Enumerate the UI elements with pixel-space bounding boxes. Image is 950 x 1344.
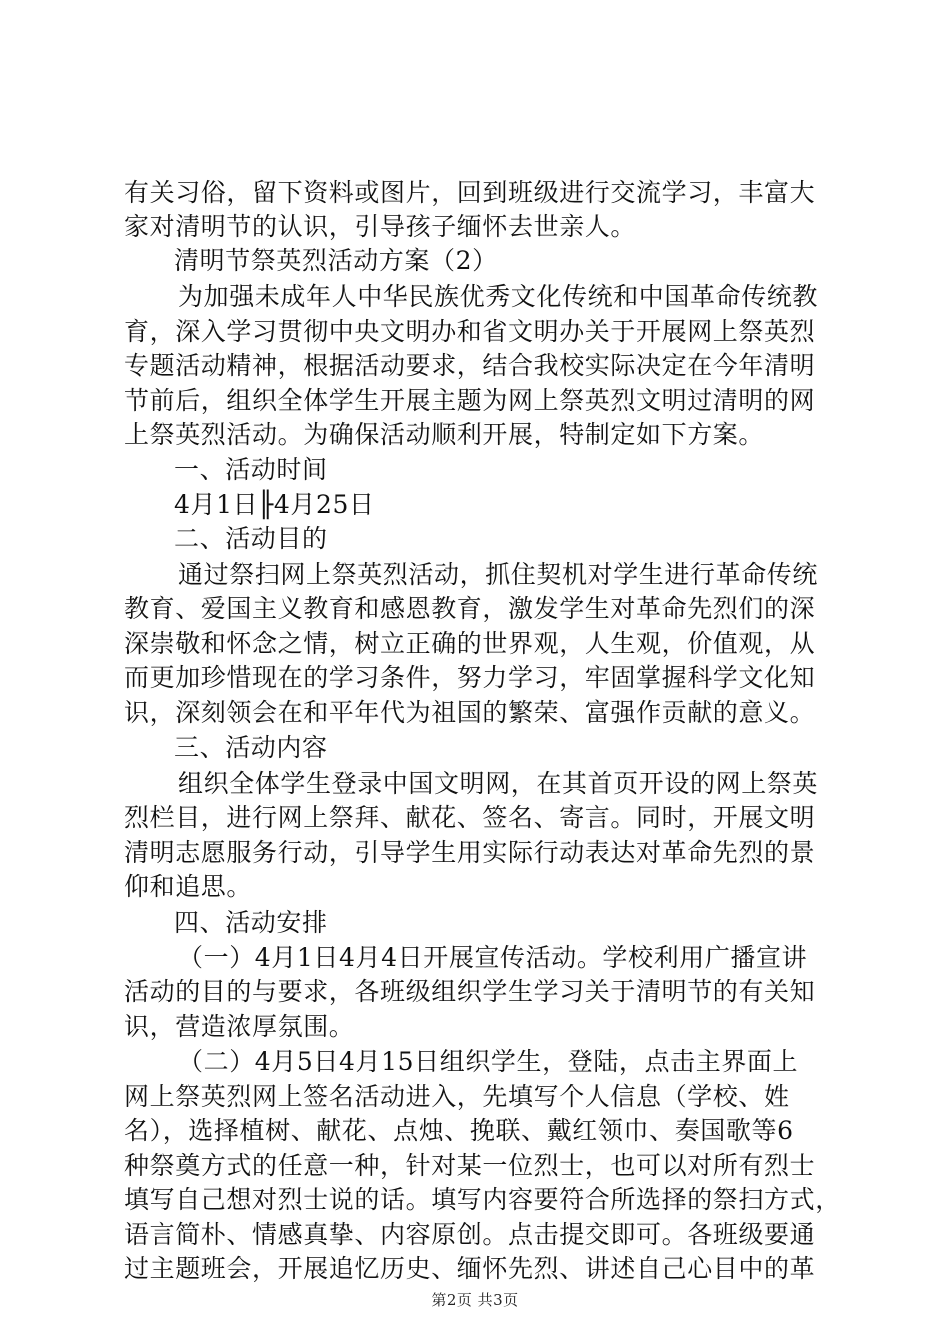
text-line: 名），选择植树、献花、点烛、挽联、戴红领巾、奏国歌等6 [124, 1116, 794, 1145]
text-line: 而更加珍惜现在的学习条件，努力学习，牢固掌握科学文化知 [124, 663, 816, 692]
text-line: 深崇敬和怀念之情，树立正确的世界观，人生观，价值观，从 [124, 629, 816, 658]
text-line: （一）4月1日4月4日开展宣传活动。学校利用广播宣讲 [178, 943, 808, 972]
section-title: 清明节祭英烈活动方案（2） [174, 246, 498, 275]
section-heading: 三、活动内容 [174, 733, 328, 762]
page-footer: 第2页 共3页 [431, 1291, 519, 1309]
text-line: 烈栏目，进行网上祭拜、献花、签名、寄言。同时，开展文明 [124, 803, 816, 832]
text-line: 活动的目的与要求，各班级组织学生学习关于清明节的有关知 [124, 977, 816, 1006]
text-line: 仰和追思。 [124, 872, 253, 901]
text-line: 专题活动精神，根据活动要求，结合我校实际决定在今年清明 [124, 351, 816, 380]
section-heading: 一、活动时间 [174, 455, 328, 484]
text-line: 语言简朴、情感真挚、内容原创。点击提交即可。各班级要通 [124, 1220, 816, 1249]
text-line: 家对清明节的认识，引导孩子缅怀去世亲人。 [124, 212, 637, 241]
text-line: 过主题班会，开展追忆历史、缅怀先烈、讲述自己心目中的革 [124, 1254, 816, 1283]
text-line: 通过祭扫网上祭英烈活动，抓住契机对学生进行革命传统 [178, 560, 819, 589]
section-heading: 二、活动目的 [174, 524, 328, 553]
text-line: 为加强未成年人中华民族优秀文化传统和中国革命传统教 [178, 282, 819, 311]
text-line: 清明志愿服务行动，引导学生用实际行动表达对革命先烈的景 [124, 838, 816, 867]
text-line: （二）4月5日4月15日组织学生，登陆，点击主界面上 [178, 1047, 799, 1076]
text-line: 有关习俗，留下资料或图片，回到班级进行交流学习，丰富大 [124, 178, 816, 207]
text-line: 教育、爱国主义教育和感恩教育，激发学生对革命先烈们的深 [124, 594, 816, 623]
text-line: 4月1日╟4月25日 [174, 490, 375, 519]
text-line: 填写自己想对烈士说的话。填写内容要符合所选择的祭扫方式， [124, 1185, 841, 1214]
section-heading: 四、活动安排 [174, 908, 328, 937]
text-line: 识，营造浓厚氛围。 [124, 1012, 355, 1041]
text-line: 上祭英烈活动。为确保活动顺利开展，特制定如下方案。 [124, 420, 765, 449]
text-line: 节前后，组织全体学生开展主题为网上祭英烈文明过清明的网 [124, 386, 816, 415]
text-line: 组织全体学生登录中国文明网，在其首页开设的网上祭英 [178, 769, 819, 798]
text-line: 识，深刻领会在和平年代为祖国的繁荣、富强作贡献的意义。 [124, 698, 816, 727]
text-line: 网上祭英烈网上签名活动进入，先填写个人信息（学校、姓 [124, 1082, 790, 1111]
text-line: 种祭奠方式的任意一种，针对某一位烈士，也可以对所有烈士 [124, 1151, 816, 1180]
text-line: 育，深入学习贯彻中央文明办和省文明办关于开展网上祭英烈 [124, 317, 816, 346]
